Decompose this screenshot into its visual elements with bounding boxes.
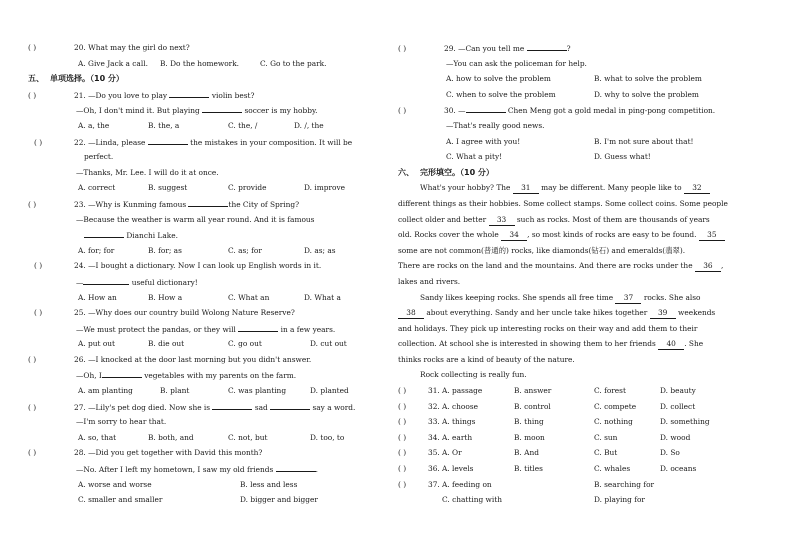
option-a: A. earth — [442, 432, 473, 442]
option-c: C. forest — [594, 386, 626, 396]
question-24-line2 — [28, 274, 376, 290]
option-b: B. And — [514, 448, 539, 458]
passage-line — [398, 290, 770, 306]
passage-text: and holidays. They pick up interesting rocks on their way and add them to their — [398, 323, 698, 333]
passage-line — [398, 274, 770, 290]
option-a: A. am planting — [78, 386, 133, 396]
reply-text-cont: Dianchi Lake. — [126, 231, 178, 241]
option-b: B. die out — [148, 339, 185, 349]
option-b: B. answer — [514, 386, 552, 396]
option-d: D. planted — [310, 386, 349, 396]
answer-paren[interactable]: ( ) — [398, 401, 407, 411]
passage-text: . She — [684, 339, 704, 349]
cloze-blank-38[interactable]: 38 — [398, 308, 424, 319]
option-d: D. too, to — [310, 432, 345, 442]
options-24 — [28, 290, 376, 306]
options-21 — [28, 118, 376, 134]
question-23-line2 — [28, 212, 376, 228]
passage-text: different things as their hobbies. Some collect stamps. Some collect coins. Some people — [398, 198, 728, 208]
options-25 — [28, 336, 376, 352]
option-d: D. playing for — [594, 495, 645, 505]
answer-paren[interactable]: ( ) — [28, 90, 37, 100]
option-c: C. But — [594, 448, 618, 458]
question-stem-cont: the City of Spring? — [228, 199, 300, 209]
cloze-blank-37[interactable]: 37 — [615, 293, 641, 304]
cloze-blank-40[interactable]: 40 — [658, 339, 684, 350]
answer-paren[interactable]: ( ) — [398, 417, 407, 427]
option-a: A. How an — [78, 292, 117, 302]
passage-line — [398, 336, 770, 352]
option-b: B. titles — [514, 464, 543, 474]
option-b: B. Do the homework. — [160, 58, 240, 68]
answer-blank[interactable] — [188, 196, 228, 207]
passage-line — [398, 305, 770, 321]
question-28 — [28, 445, 376, 461]
passage-line — [398, 227, 770, 243]
question-25-line2 — [28, 321, 376, 337]
cloze-options-31 — [398, 383, 770, 399]
question-20 — [28, 40, 376, 56]
option-b: B. control — [514, 401, 551, 411]
option-d: D. as; as — [304, 245, 336, 255]
option-d: D. why to solve the problem — [594, 89, 699, 99]
passage-text: some are not common(普通的) rocks, like diamonds(钻石) and emeralds(翡翠). — [398, 245, 686, 255]
question-number: 32. — [428, 401, 440, 411]
option-d: D. beauty — [660, 386, 696, 396]
option-d: D. What a — [304, 292, 341, 302]
answer-blank[interactable] — [527, 40, 567, 51]
answer-blank[interactable] — [148, 134, 188, 145]
answer-paren[interactable]: ( ) — [28, 354, 37, 364]
passage-text: collection. At school she is interested in showing them to her friends — [398, 339, 656, 349]
reply-text: —We must protect the pandas, or they will — [76, 324, 236, 334]
passage-text: lakes and rivers. — [398, 276, 461, 286]
option-a: A. so, that — [78, 432, 117, 442]
answer-paren[interactable]: ( ) — [398, 386, 407, 396]
question-23-line3 — [28, 227, 376, 243]
option-c: C. compete — [594, 401, 637, 411]
passage-line — [398, 243, 770, 259]
question-stem: 28. —Did you get together with David this month? — [74, 448, 263, 458]
question-24 — [28, 258, 376, 274]
option-d: D. wood — [660, 432, 691, 442]
options-23 — [28, 243, 376, 259]
cloze-options-37-row1 — [398, 477, 770, 493]
question-stem: 27. —Lily's pet dog died. Now she is — [74, 402, 211, 412]
answer-paren[interactable]: ( ) — [28, 448, 37, 458]
answer-blank[interactable] — [102, 367, 142, 378]
question-21 — [28, 87, 376, 103]
option-c: C. as; for — [228, 245, 262, 255]
answer-paren[interactable]: ( ) — [398, 448, 407, 458]
question-29 — [398, 40, 770, 56]
passage-line — [398, 196, 770, 212]
question-30 — [398, 102, 770, 118]
option-a: A. Or — [442, 448, 462, 458]
option-c: C. What an — [228, 292, 270, 302]
option-b: B. suggest — [148, 183, 188, 193]
question-26 — [28, 352, 376, 368]
question-number: 35. — [428, 448, 440, 458]
section-number: 五、 — [28, 74, 44, 84]
answer-paren[interactable]: ( ) — [34, 308, 43, 318]
option-b: B. plant — [160, 386, 190, 396]
question-stem: 30. — — [444, 106, 466, 116]
reply-text-cont: soccer is my hobby. — [244, 106, 318, 116]
option-c: C. go out — [228, 339, 262, 349]
question-stem: 23. —Why is Kunming famous — [74, 199, 187, 209]
passage-text: such as rocks. Most of them are thousands of years — [516, 214, 710, 224]
answer-blank[interactable] — [212, 399, 252, 410]
stem-wrap: perfect. — [84, 152, 114, 162]
option-c: C. when to solve the problem — [446, 89, 556, 99]
question-22-line2 — [28, 149, 376, 165]
section-number: 六、 — [398, 167, 414, 177]
option-c: C. whales — [594, 464, 631, 474]
cloze-blank-39[interactable]: 39 — [650, 308, 676, 319]
question-number: 31. — [428, 386, 440, 396]
passage-text: thinks rocks are a kind of beauty of the nature. — [398, 354, 575, 364]
passage-text: , — [720, 261, 724, 271]
right-column — [398, 40, 770, 508]
reply-text: —I'm sorry to hear that. — [76, 417, 167, 427]
option-d: D. something — [660, 417, 710, 427]
passage-line — [398, 180, 770, 196]
question-stem-end: say a word. — [312, 402, 356, 412]
option-b: B. I'm not sure about that! — [594, 136, 694, 146]
question-21-line2 — [28, 102, 376, 118]
cloze-blank-33[interactable]: 33 — [489, 215, 515, 226]
cloze-options-32 — [398, 399, 770, 415]
question-30-line2 — [398, 118, 770, 134]
passage-text: collect older and better — [398, 214, 487, 224]
option-a: A. feeding on — [442, 479, 492, 489]
cloze-blank-32[interactable]: 32 — [684, 183, 710, 194]
question-stem: 21. —Do you love to play — [74, 90, 168, 100]
option-a: A. levels — [442, 464, 474, 474]
option-b: B. searching for — [594, 479, 655, 489]
question-25 — [28, 305, 376, 321]
reply-text: —That's really good news. — [446, 120, 545, 130]
option-c: C. nothing — [594, 417, 633, 427]
option-a: A. how to solve the problem — [446, 74, 551, 84]
option-d: D. bigger and bigger — [240, 495, 318, 505]
question-stem: 26. —I knocked at the door last morning but you didn't answer. — [74, 354, 312, 364]
option-a: A. choose — [442, 401, 479, 411]
left-column — [28, 40, 376, 508]
answer-paren[interactable]: ( ) — [28, 402, 37, 412]
option-c: C. What a pity! — [446, 152, 503, 162]
option-a: A. passage — [442, 386, 483, 396]
question-27-line2 — [28, 414, 376, 430]
answer-blank[interactable] — [83, 274, 129, 285]
question-number: 37. — [428, 479, 440, 489]
question-number: 36. — [428, 464, 440, 474]
option-a: A. I agree with you! — [446, 136, 521, 146]
cloze-options-34 — [398, 430, 770, 446]
option-c: C. provide — [228, 183, 267, 193]
option-c: C. the, / — [228, 120, 258, 130]
passage-line — [398, 321, 770, 337]
options-29-row1 — [398, 71, 770, 87]
option-b: B. both, and — [148, 432, 194, 442]
cloze-blank-36[interactable]: 36 — [695, 261, 721, 272]
passage-text: may be different. Many people like to — [541, 183, 682, 193]
question-26-line2 — [28, 367, 376, 383]
question-stem-cont: violin best? — [211, 90, 255, 100]
question-stem-end: ? — [566, 44, 571, 53]
options-20 — [28, 56, 376, 72]
cloze-blank-34[interactable]: 34 — [501, 230, 527, 241]
reply-text: —Thanks, Mr. Lee. I will do it at once. — [76, 167, 219, 177]
options-30-row2 — [398, 149, 770, 165]
question-number: 34. — [428, 432, 440, 442]
passage-text: rocks. She also — [643, 292, 701, 302]
option-a: A. put out — [78, 339, 116, 349]
option-a: A. Give Jack a call. — [78, 58, 148, 68]
option-a: A. a, the — [78, 120, 110, 130]
passage-text: Rock collecting is really fun. — [420, 370, 527, 380]
cloze-options-37-row2 — [398, 492, 770, 508]
option-d: D. So — [660, 448, 680, 458]
option-c: C. smaller and smaller — [78, 495, 163, 505]
section-six-heading — [398, 165, 770, 181]
question-stem-cont: Chen Meng got a gold medal in ping-pong competition. — [507, 106, 716, 116]
option-b: B. the, a — [148, 120, 180, 130]
cloze-options-36 — [398, 461, 770, 477]
passage-line — [398, 352, 770, 368]
question-stem-cont: the mistakes in your composition. It will be — [190, 137, 353, 147]
reply-text: —Oh, I don't mind it. But playing — [76, 106, 200, 116]
cloze-blank-35[interactable]: 35 — [699, 230, 725, 241]
reply-text: —Oh, I — [76, 371, 102, 381]
option-c: C. not, but — [228, 432, 268, 442]
cloze-options-35 — [398, 445, 770, 461]
option-d: D. improve — [304, 183, 345, 193]
reply-text-cont: in a few years. — [280, 324, 336, 334]
answer-blank[interactable] — [276, 461, 316, 472]
passage-text: about everything. Sandy and her uncle take hikes together — [426, 308, 648, 318]
option-d: D. collect — [660, 401, 696, 411]
dash: — — [76, 277, 84, 287]
option-a: A. correct — [78, 183, 116, 193]
answer-paren[interactable]: ( ) — [34, 137, 43, 147]
option-a: A. things — [442, 417, 476, 427]
options-28-row1 — [28, 477, 376, 493]
section-title: 单项选择。（10 分） — [50, 74, 124, 84]
question-stem: 24. —I bought a dictionary. Now I can look up English words in it. — [74, 261, 322, 271]
options-28-row2 — [28, 492, 376, 508]
question-stem: 20. What may the girl do next? — [74, 43, 190, 52]
answer-paren[interactable]: ( ) — [28, 43, 37, 52]
reply-text: —Because the weather is warm all year round. And it is famous — [76, 214, 315, 224]
passage-text: Sandy likes keeping rocks. She spends all free time — [420, 292, 614, 302]
question-stem-cont: sad — [254, 402, 268, 412]
answer-blank[interactable] — [238, 321, 278, 332]
answer-paren[interactable]: ( ) — [398, 479, 407, 489]
section-five-heading — [28, 71, 376, 87]
passage-line — [398, 258, 770, 274]
reply-text-cont: vegetables with my parents on the farm. — [144, 371, 297, 381]
option-d: D. /, the — [294, 120, 324, 130]
option-b: B. How a — [148, 292, 183, 302]
option-b: B. what to solve the problem — [594, 74, 702, 84]
answer-blank[interactable] — [202, 102, 242, 113]
passage-text: weekends — [678, 308, 716, 318]
question-23 — [28, 196, 376, 212]
question-27 — [28, 399, 376, 415]
answer-blank[interactable] — [84, 227, 124, 238]
answer-blank[interactable] — [466, 102, 506, 113]
answer-paren[interactable]: ( ) — [34, 261, 43, 271]
option-c: C. chatting with — [442, 495, 502, 505]
option-a: A. for; for — [78, 245, 115, 255]
options-30-row1 — [398, 134, 770, 150]
option-b: B. thing — [514, 417, 544, 427]
option-c: C. sun — [594, 432, 618, 442]
answer-paren[interactable]: ( ) — [398, 464, 407, 474]
question-28-line2: —No. After I left my hometown, I saw my old friends . — [28, 461, 376, 477]
options-27 — [28, 430, 376, 446]
passage-text: There are rocks on the land and the mountains. And there are rocks under the — [398, 261, 693, 271]
options-22 — [28, 180, 376, 196]
option-a: A. worse and worse — [78, 479, 152, 489]
option-d: D. Guess what! — [594, 152, 651, 162]
option-b: B. for; as — [148, 245, 182, 255]
passage-line — [398, 367, 770, 383]
question-number: 33. — [428, 417, 440, 427]
passage-line — [398, 212, 770, 228]
options-26 — [28, 383, 376, 399]
passage-text: , so most kinds of rocks are easy to be found. — [527, 230, 697, 240]
section-title: 完形填空。（10 分） — [420, 167, 494, 177]
question-22-line3 — [28, 165, 376, 181]
passage-text: What's your hobby? The — [420, 183, 511, 193]
answer-blank[interactable] — [169, 87, 209, 98]
reply-text: —No. After I left my hometown, I saw my old friends — [76, 465, 274, 475]
question-22 — [28, 134, 376, 150]
option-c: C. was planting — [228, 386, 287, 396]
reply-text: —You can ask the policeman for help. — [446, 58, 587, 68]
cloze-passage — [398, 180, 770, 383]
question-stem: 29. —Can you tell me — [444, 44, 525, 53]
option-d: D. cut out — [310, 339, 347, 349]
passage-text: old. Rocks cover the whole — [398, 230, 499, 240]
option-c: C. Go to the park. — [260, 58, 327, 68]
answer-paren[interactable]: ( ) — [398, 44, 407, 53]
question-stem: 25. —Why does our country build Wolong Nature Reserve? — [74, 308, 295, 318]
option-b: B. less and less — [240, 479, 298, 489]
question-stem: 22. —Linda, please — [74, 137, 146, 147]
reply-text: useful dictionary! — [131, 277, 198, 287]
question-29-line2 — [398, 56, 770, 72]
cloze-options-33 — [398, 414, 770, 430]
answer-paren[interactable]: ( ) — [398, 106, 407, 116]
cloze-blank-31[interactable]: 31 — [513, 183, 539, 194]
answer-blank[interactable] — [270, 399, 310, 410]
option-b: B. moon — [514, 432, 545, 442]
answer-paren[interactable]: ( ) — [28, 199, 37, 209]
answer-paren[interactable]: ( ) — [398, 432, 407, 442]
options-29-row2 — [398, 87, 770, 103]
option-d: D. oceans — [660, 464, 697, 474]
